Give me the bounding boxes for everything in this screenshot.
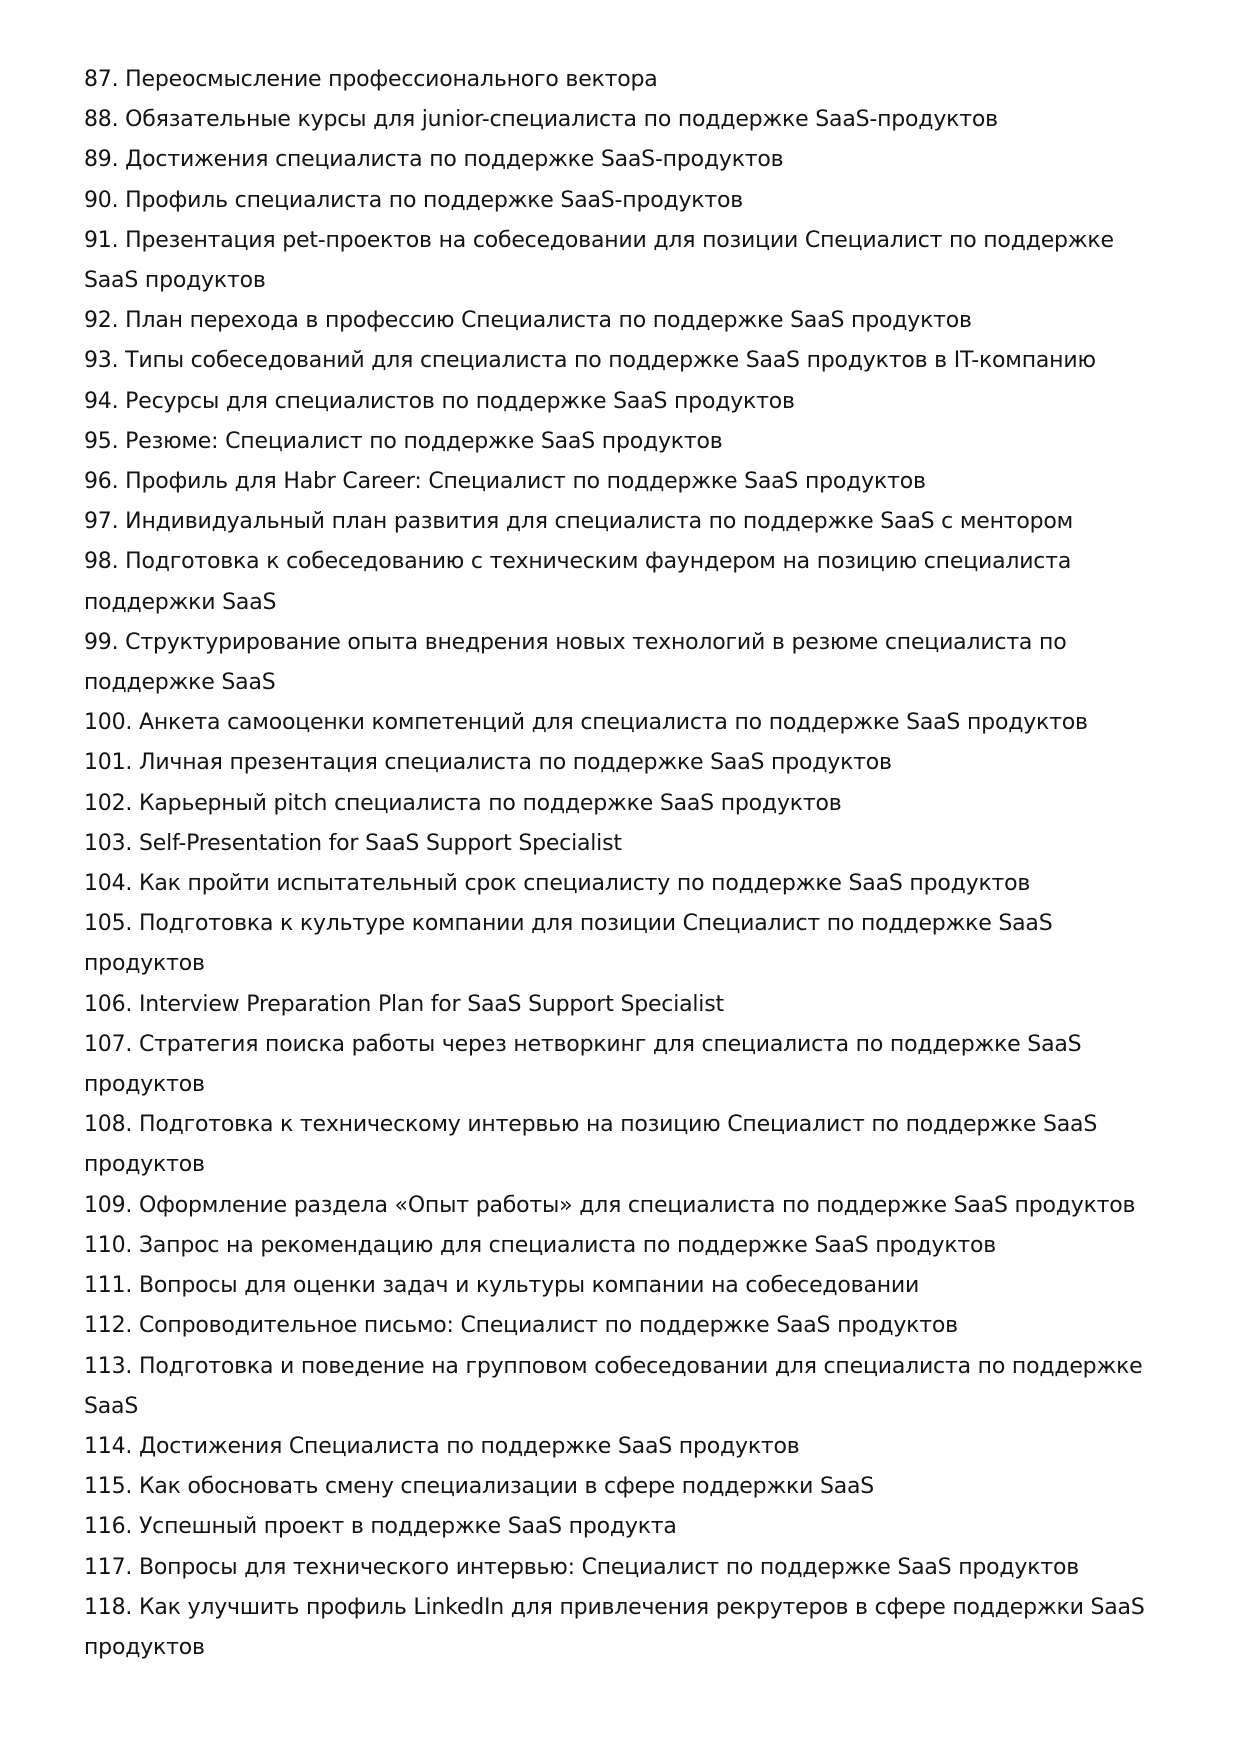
list-item: 103. Self-Presentation for SaaS Support Specialist: [84, 830, 622, 856]
list-item: 96. Профиль для Habr Career: Специалист по поддержке SaaS продуктов: [84, 469, 926, 495]
list-item: 101. Личная презентация специалиста по поддержке SaaS продуктов: [84, 750, 892, 776]
list-item: 90. Профиль специалиста по поддержке SaaS-продуктов: [84, 187, 744, 213]
list-item: 109. Оформление раздела «Опыт работы» для специалиста по поддержке SaaS продуктов: [84, 1192, 1136, 1218]
list-item: 102. Карьерный pitch специалиста по поддержке SaaS продуктов: [84, 790, 842, 816]
list-item: 110. Запрос на рекомендацию для специалиста по поддержке SaaS продуктов: [84, 1232, 997, 1258]
list-item: 91. Презентация pet-проектов на собеседовании для позиции Специалист по поддержке SaaS продуктов: [84, 227, 1114, 294]
list-item: 105. Подготовка к культуре компании для позиции Специалист по поддержке SaaS продуктов: [84, 911, 1053, 977]
list-item: 94. Ресурсы для специалистов по поддержке SaaS продуктов: [84, 388, 795, 414]
list-item: 108. Подготовка к техническому интервью на позицию Специалист по поддержке SaaS продуктов: [84, 1112, 1098, 1178]
list-item: 116. Успешный проект в поддержке SaaS продукта: [84, 1514, 677, 1540]
list-item: 115. Как обосновать смену специализации в сфере поддержки SaaS: [84, 1474, 875, 1500]
list-item: 117. Вопросы для технического интервью: Специалист по поддержке SaaS продуктов: [84, 1554, 1079, 1580]
list-item: 118. Как улучшить профиль LinkedIn для привлечения рекрутеров в сфере поддержки SaaS продуктов: [84, 1594, 1145, 1660]
list-item: 100. Анкета самооценки компетенций для специалиста по поддержке SaaS продуктов: [84, 710, 1088, 736]
list-item: 99. Структурирование опыта внедрения новых технологий в резюме специалиста по поддержке SaaS: [84, 629, 1067, 696]
list-item: 112. Сопроводительное письмо: Специалист по поддержке SaaS продуктов: [84, 1313, 958, 1339]
list-item: 93. Типы собеседований для специалиста по поддержке SaaS продуктов в IT-компанию: [84, 348, 1096, 374]
list-item: 114. Достижения Специалиста по поддержке SaaS продуктов: [84, 1433, 800, 1459]
document-page: [84, 60, 1164, 1668]
list-item: 104. Как пройти испытательный срок специалисту по поддержке SaaS продуктов: [84, 871, 1031, 897]
list-item: 87. Переосмысление профессионального вектора: [84, 67, 658, 92]
list-item: 98. Подготовка к собеседованию с техническим фаундером на позицию специалиста поддержки SaaS: [84, 549, 1072, 615]
list-item: 95. Резюме: Специалист по поддержке SaaS продуктов: [84, 428, 723, 454]
list-item: 97. Индивидуальный план развития для специалиста по поддержке SaaS с ментором: [84, 509, 1074, 535]
list-item: 92. План перехода в профессию Специалиста по поддержке SaaS продуктов: [84, 308, 972, 334]
list-item: 89. Достижения специалиста по поддержке SaaS-продуктов: [84, 147, 784, 173]
topic-list: [84, 60, 1164, 1668]
list-item: 111. Вопросы для оценки задач и культуры компании на собеседовании: [84, 1273, 920, 1299]
list-item: 113. Подготовка и поведение на групповом собеседовании для специалиста по поддержке SaaS: [84, 1353, 1143, 1419]
list-item: 88. Обязательные курсы для junior-специалиста по поддержке SaaS-продуктов: [84, 107, 998, 133]
list-item: 106. Interview Preparation Plan for SaaS Support Specialist: [84, 991, 724, 1017]
list-item: 107. Стратегия поиска работы через нетворкинг для специалиста по поддержке SaaS продуктов: [84, 1031, 1082, 1098]
